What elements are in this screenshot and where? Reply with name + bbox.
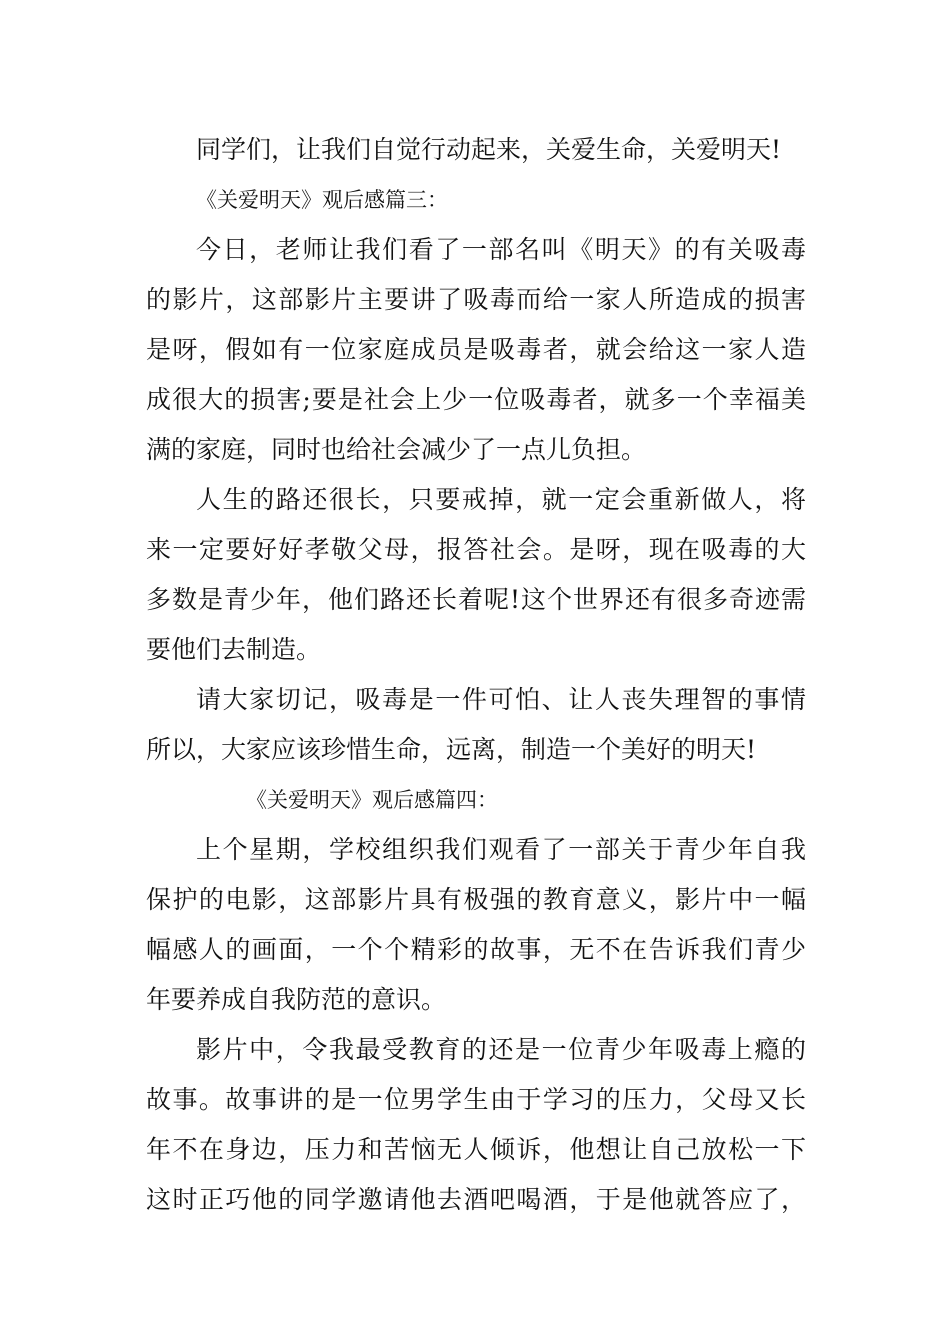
text-line: 来一定要好好孝敬父母，报答社会。是呀，现在吸毒的大 <box>146 535 806 564</box>
text-line: 要他们去制造。 <box>146 635 322 664</box>
text-line: 人生的路还很长，只要戒掉，就一定会重新做人，将 <box>196 485 806 514</box>
text-line: 的影片，这部影片主要讲了吸毒而给一家人所造成的损害 <box>146 285 806 314</box>
section-heading: 《关爱明天》观后感篇四： <box>246 788 498 812</box>
text-line: 同学们，让我们自觉行动起来，关爱生命，关爱明天! <box>196 135 782 164</box>
text-line: 上个星期，学校组织我们观看了一部关于青少年自我 <box>196 835 806 864</box>
text-line: 这时正巧他的同学邀请他去酒吧喝酒，于是他就答应了， <box>146 1185 806 1214</box>
text-line: 所以，大家应该珍惜生命，远离，制造一个美好的明天! <box>146 735 757 764</box>
text-line: 成很大的损害;要是社会上少一位吸毒者，就多一个幸福美 <box>146 385 806 414</box>
text-line: 幅感人的画面，一个个精彩的故事，无不在告诉我们青少 <box>146 935 806 964</box>
text-line: 影片中，令我最受教育的还是一位青少年吸毒上瘾的 <box>196 1035 806 1064</box>
section-heading: 《关爱明天》观后感篇三： <box>196 188 448 212</box>
text-line: 年不在身边，压力和苦恼无人倾诉，他想让自己放松一下 <box>146 1135 806 1164</box>
text-line: 多数是青少年，他们路还长着呢!这个世界还有很多奇迹需 <box>146 585 806 614</box>
text-line: 故事。故事讲的是一位男学生由于学习的压力，父母又长 <box>146 1085 806 1114</box>
text-line: 满的家庭，同时也给社会减少了一点儿负担。 <box>146 435 647 464</box>
text-line: 请大家切记，吸毒是一件可怕、让人丧失理智的事情 <box>196 685 806 714</box>
text-line: 今日，老师让我们看了一部名叫《明天》的有关吸毒 <box>196 235 806 264</box>
text-line: 年要养成自我防范的意识。 <box>146 985 447 1014</box>
text-line: 保护的电影，这部影片具有极强的教育意义，影片中一幅 <box>146 885 806 914</box>
text-line: 是呀，假如有一位家庭成员是吸毒者，就会给这一家人造 <box>146 335 806 364</box>
